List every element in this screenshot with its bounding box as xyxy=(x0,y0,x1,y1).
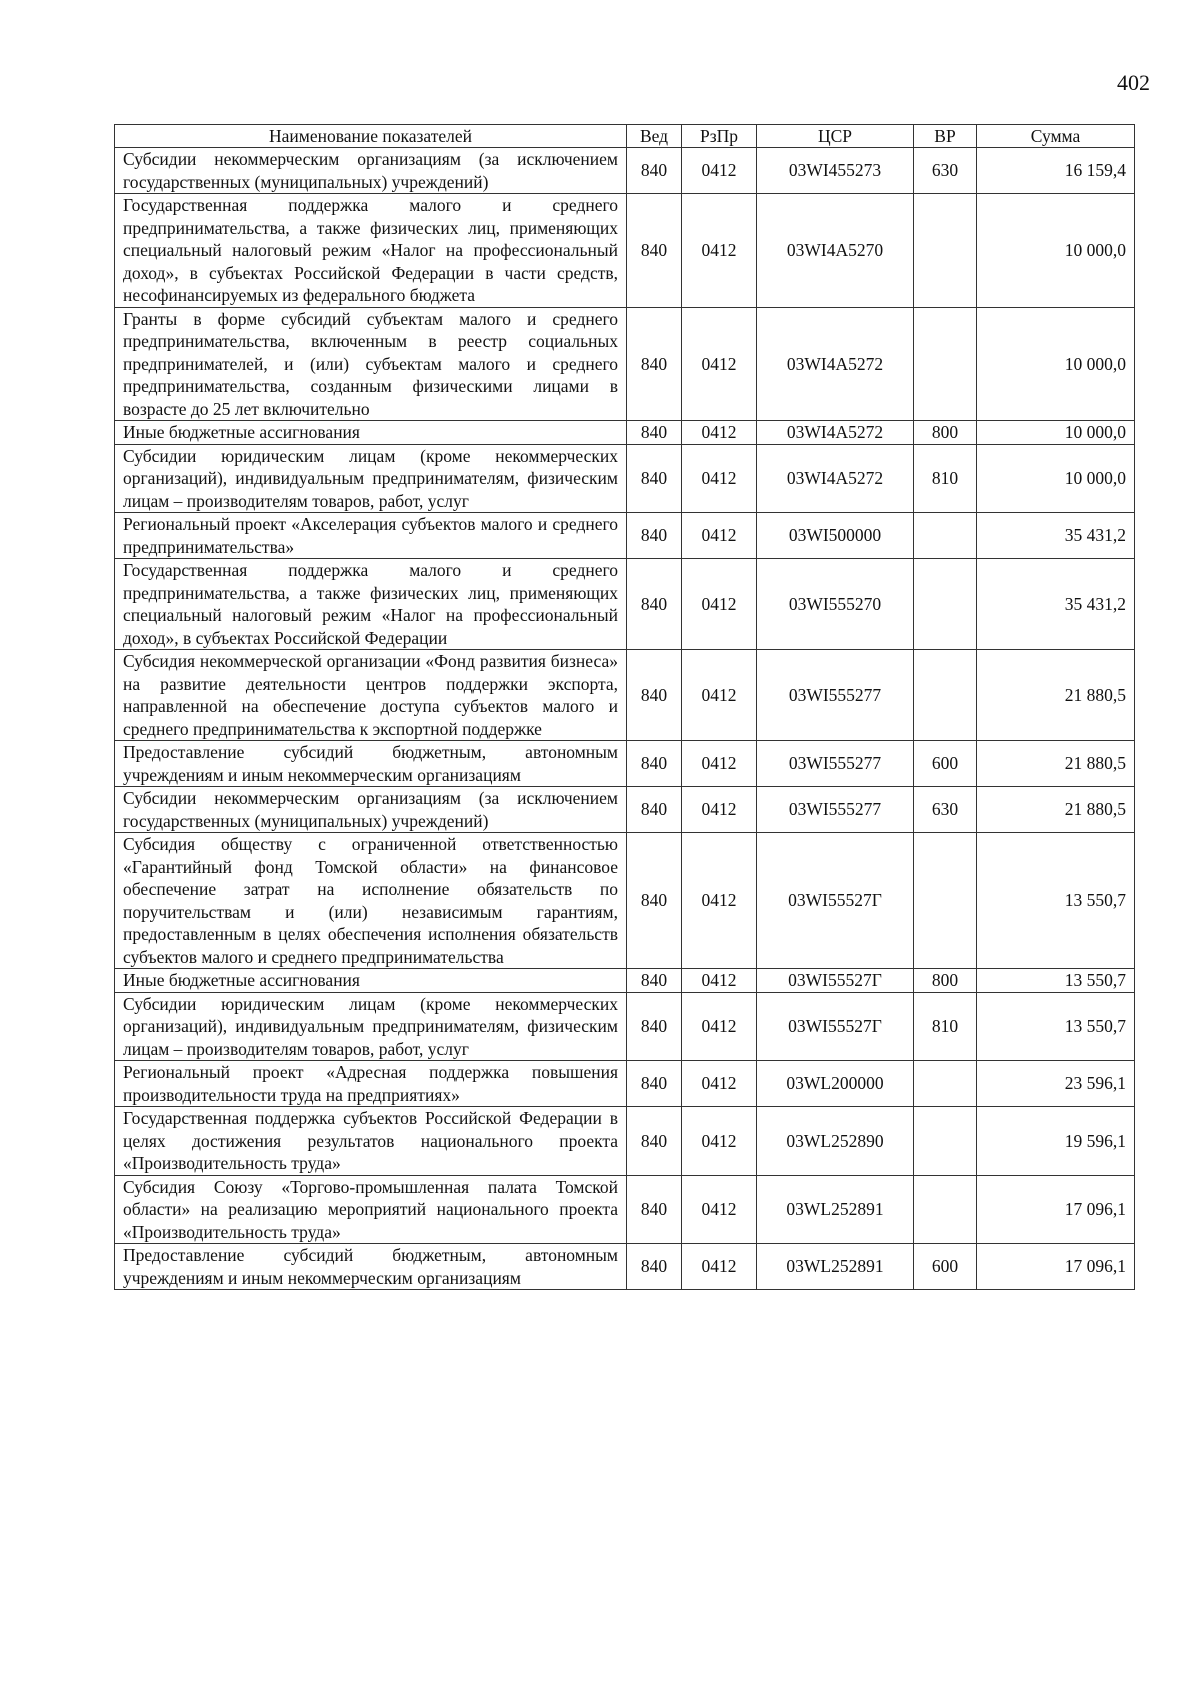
cell-csr: 03WI55527Г xyxy=(757,992,914,1061)
cell-rzpr: 0412 xyxy=(682,421,757,445)
cell-sum: 23 596,1 xyxy=(977,1061,1135,1107)
table-header xyxy=(115,125,1135,148)
cell-sum: 10 000,0 xyxy=(977,194,1135,308)
cell-vr xyxy=(914,1175,977,1244)
cell-csr: 03WL252891 xyxy=(757,1244,914,1290)
table-row xyxy=(115,421,1135,445)
cell-ved: 840 xyxy=(627,1175,682,1244)
cell-vr xyxy=(914,1061,977,1107)
table-row xyxy=(115,833,1135,969)
cell-ved: 840 xyxy=(627,421,682,445)
cell-vr: 600 xyxy=(914,741,977,787)
cell-name: Предоставление субсидий бюджетным, автономным учреждениям и иным некоммерческим организациям xyxy=(115,1244,627,1290)
cell-rzpr: 0412 xyxy=(682,833,757,969)
cell-ved: 840 xyxy=(627,148,682,194)
table-row xyxy=(115,650,1135,741)
cell-rzpr: 0412 xyxy=(682,1175,757,1244)
cell-sum: 35 431,2 xyxy=(977,513,1135,559)
page-number: 402 xyxy=(1117,70,1150,95)
cell-csr: 03WL252891 xyxy=(757,1175,914,1244)
cell-ved: 840 xyxy=(627,559,682,650)
cell-csr: 03WL200000 xyxy=(757,1061,914,1107)
cell-ved: 840 xyxy=(627,444,682,513)
cell-name: Иные бюджетные ассигнования xyxy=(115,421,627,445)
cell-sum: 21 880,5 xyxy=(977,650,1135,741)
cell-csr: 03WI555277 xyxy=(757,787,914,833)
table-row xyxy=(115,148,1135,194)
cell-rzpr: 0412 xyxy=(682,1244,757,1290)
cell-vr xyxy=(914,513,977,559)
cell-sum: 16 159,4 xyxy=(977,148,1135,194)
cell-csr: 03WI555277 xyxy=(757,650,914,741)
cell-vr: 800 xyxy=(914,421,977,445)
cell-rzpr: 0412 xyxy=(682,307,757,421)
cell-sum: 10 000,0 xyxy=(977,307,1135,421)
table-row xyxy=(115,307,1135,421)
cell-vr: 630 xyxy=(914,148,977,194)
cell-vr: 630 xyxy=(914,787,977,833)
cell-ved: 840 xyxy=(627,1107,682,1176)
cell-sum: 17 096,1 xyxy=(977,1175,1135,1244)
cell-vr: 600 xyxy=(914,1244,977,1290)
cell-ved: 840 xyxy=(627,194,682,308)
cell-csr: 03WI4A5272 xyxy=(757,444,914,513)
cell-name: Иные бюджетные ассигнования xyxy=(115,969,627,993)
cell-vr xyxy=(914,307,977,421)
table-row xyxy=(115,969,1135,993)
cell-sum: 21 880,5 xyxy=(977,741,1135,787)
cell-ved: 840 xyxy=(627,513,682,559)
cell-rzpr: 0412 xyxy=(682,787,757,833)
table-row xyxy=(115,787,1135,833)
table-body xyxy=(115,148,1135,1290)
cell-csr: 03WI4A5272 xyxy=(757,307,914,421)
cell-ved: 840 xyxy=(627,650,682,741)
cell-csr: 03WI455273 xyxy=(757,148,914,194)
cell-rzpr: 0412 xyxy=(682,969,757,993)
cell-name: Гранты в форме субсидий субъектам малого и среднего предпринимательства, включенным в реестр социальных предпринимателей, и (или) субъектам малого и среднего предпринимательства, созданным физическими лицами в возрасте до 25 лет включительно xyxy=(115,307,627,421)
table-row xyxy=(115,1061,1135,1107)
header-name: Наименование показателей xyxy=(115,125,627,148)
cell-vr xyxy=(914,1107,977,1176)
header-csr: ЦСР xyxy=(757,125,914,148)
cell-rzpr: 0412 xyxy=(682,513,757,559)
table-row xyxy=(115,992,1135,1061)
table-row xyxy=(115,444,1135,513)
cell-ved: 840 xyxy=(627,833,682,969)
cell-csr: 03WL252890 xyxy=(757,1107,914,1176)
cell-name: Субсидии некоммерческим организациям (за исключением государственных (муниципальных) учреждений) xyxy=(115,787,627,833)
header-sum: Сумма xyxy=(977,125,1135,148)
cell-csr: 03WI555277 xyxy=(757,741,914,787)
cell-name: Субсидии юридическим лицам (кроме некоммерческих организаций), индивидуальным предпринимателям, физическим лицам – производителям товаров, работ, услуг xyxy=(115,444,627,513)
cell-csr: 03WI55527Г xyxy=(757,833,914,969)
cell-name: Субсидия некоммерческой организации «Фонд развития бизнеса» на развитие деятельности центров поддержки экспорта, направленной на обеспечение доступа субъектов малого и среднего предпринимательства к экспортной поддержке xyxy=(115,650,627,741)
cell-name: Государственная поддержка субъектов Российской Федерации в целях достижения результатов национального проекта «Производительность труда» xyxy=(115,1107,627,1176)
table-row xyxy=(115,559,1135,650)
table-row xyxy=(115,194,1135,308)
cell-sum: 17 096,1 xyxy=(977,1244,1135,1290)
cell-sum: 35 431,2 xyxy=(977,559,1135,650)
cell-vr: 800 xyxy=(914,969,977,993)
cell-sum: 19 596,1 xyxy=(977,1107,1135,1176)
cell-rzpr: 0412 xyxy=(682,148,757,194)
cell-name: Предоставление субсидий бюджетным, автономным учреждениям и иным некоммерческим организациям xyxy=(115,741,627,787)
cell-name: Региональный проект «Адресная поддержка повышения производительности труда на предприятиях» xyxy=(115,1061,627,1107)
cell-name: Субсидии юридическим лицам (кроме некоммерческих организаций), индивидуальным предпринимателям, физическим лицам – производителям товаров, работ, услуг xyxy=(115,992,627,1061)
cell-name: Региональный проект «Акселерация субъектов малого и среднего предпринимательства» xyxy=(115,513,627,559)
table-row xyxy=(115,513,1135,559)
cell-csr: 03WI4A5270 xyxy=(757,194,914,308)
cell-csr: 03WI4A5272 xyxy=(757,421,914,445)
table-row xyxy=(115,1107,1135,1176)
cell-rzpr: 0412 xyxy=(682,992,757,1061)
header-rzpr: РзПр xyxy=(682,125,757,148)
cell-ved: 840 xyxy=(627,307,682,421)
cell-ved: 840 xyxy=(627,992,682,1061)
cell-rzpr: 0412 xyxy=(682,741,757,787)
cell-name: Субсидия обществу с ограниченной ответственностью «Гарантийный фонд Томской области» на финансовое обеспечение затрат на исполнение обязательств по поручительствам и (или) независимым гарантиям, предоставленным в целях обеспечения исполнения обязательств субъектов малого и среднего предпринимательства xyxy=(115,833,627,969)
cell-ved: 840 xyxy=(627,969,682,993)
cell-vr xyxy=(914,833,977,969)
header-ved: Вед xyxy=(627,125,682,148)
cell-rzpr: 0412 xyxy=(682,444,757,513)
cell-sum: 21 880,5 xyxy=(977,787,1135,833)
cell-sum: 13 550,7 xyxy=(977,833,1135,969)
cell-sum: 13 550,7 xyxy=(977,992,1135,1061)
cell-sum: 13 550,7 xyxy=(977,969,1135,993)
cell-rzpr: 0412 xyxy=(682,1107,757,1176)
cell-sum: 10 000,0 xyxy=(977,421,1135,445)
cell-name: Государственная поддержка малого и среднего предпринимательства, а также физических лиц, применяющих специальный налоговый режим «Налог на профессиональный доход», в субъектах Российской Федерации xyxy=(115,559,627,650)
cell-vr: 810 xyxy=(914,992,977,1061)
cell-ved: 840 xyxy=(627,1061,682,1107)
table-row xyxy=(115,741,1135,787)
budget-table xyxy=(114,124,1135,1290)
cell-name: Государственная поддержка малого и среднего предпринимательства, а также физических лиц, применяющих специальный налоговый режим «Налог на профессиональный доход», в субъектах Российской Федерации в части средств, несофинансируемых из федерального бюджета xyxy=(115,194,627,308)
cell-rzpr: 0412 xyxy=(682,1061,757,1107)
table-row xyxy=(115,1244,1135,1290)
cell-vr xyxy=(914,650,977,741)
cell-rzpr: 0412 xyxy=(682,650,757,741)
table-row xyxy=(115,1175,1135,1244)
cell-vr xyxy=(914,559,977,650)
cell-vr: 810 xyxy=(914,444,977,513)
cell-ved: 840 xyxy=(627,741,682,787)
cell-name: Субсидия Союзу «Торгово-промышленная палата Томской области» на реализацию мероприятий национального проекта «Производительность труда» xyxy=(115,1175,627,1244)
cell-vr xyxy=(914,194,977,308)
cell-rzpr: 0412 xyxy=(682,559,757,650)
cell-name: Субсидии некоммерческим организациям (за исключением государственных (муниципальных) учреждений) xyxy=(115,148,627,194)
cell-rzpr: 0412 xyxy=(682,194,757,308)
cell-csr: 03WI55527Г xyxy=(757,969,914,993)
cell-ved: 840 xyxy=(627,787,682,833)
cell-csr: 03WI555270 xyxy=(757,559,914,650)
cell-csr: 03WI500000 xyxy=(757,513,914,559)
header-row xyxy=(115,125,1135,148)
cell-ved: 840 xyxy=(627,1244,682,1290)
cell-sum: 10 000,0 xyxy=(977,444,1135,513)
header-vr: ВР xyxy=(914,125,977,148)
